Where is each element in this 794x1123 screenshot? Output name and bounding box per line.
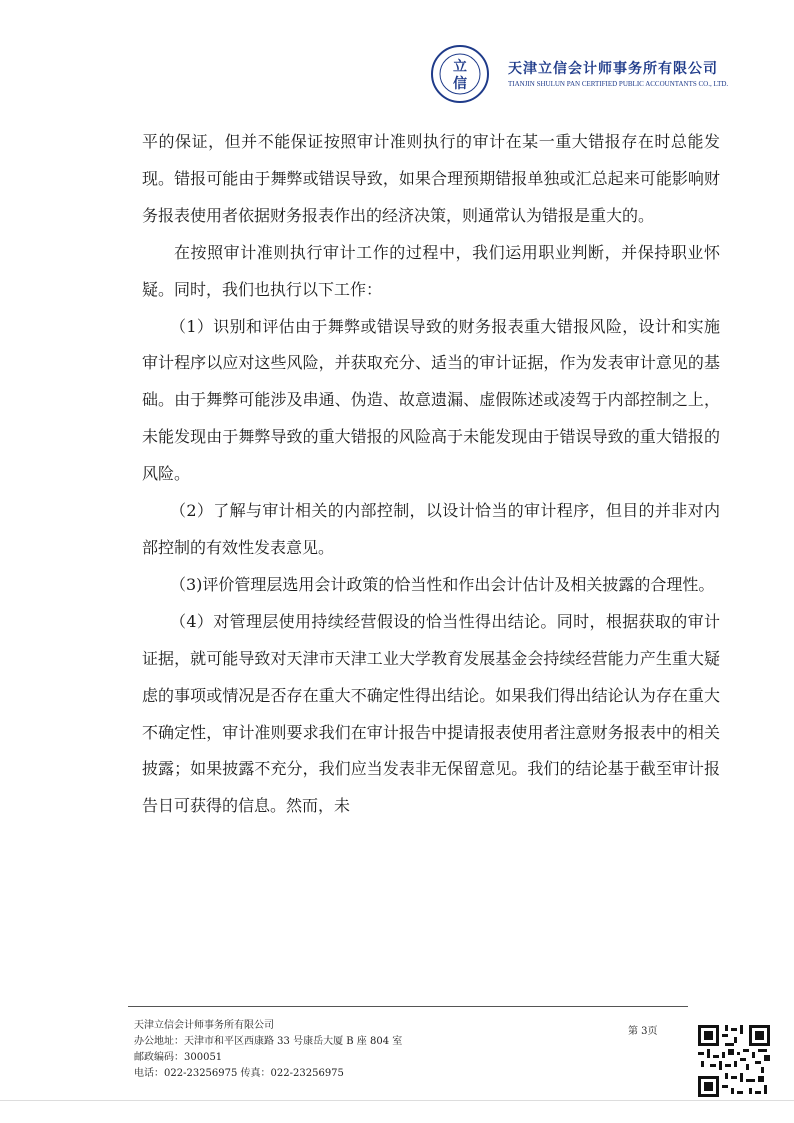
- logo-char-bottom: 信: [453, 76, 467, 92]
- paragraph-continuation: 平的保证，但并不能保证按照审计准则执行的审计在某一重大错报存在时总能发现。错报可能由于舞弊或错误导致，如果合理预期错报单独或汇总起来可能影响财务报表使用者依据财务报表作出的经济决策，则通常认为错报是重大的。: [142, 132, 720, 225]
- firm-logo: [430, 44, 490, 104]
- footer-phone-fax: 电话：022-23256975 传真：022-23256975: [134, 1068, 344, 1079]
- paragraph-item-1: （1）识别和评估由于舞弊或错误导致的财务报表重大错报风险，设计和实施审计程序以应对这些风险，并获取充分、适当的审计证据，作为发表审计意见的基础。由于舞弊可能涉及串通、伪造、故意遗漏、虚假陈述或凌驾于内部控制之上，未能发现由于舞弊导致的重大错报的风险高于未能发现由于错误导致的重大错报的风险。: [142, 316, 720, 484]
- report-body: [142, 124, 720, 825]
- paragraph-procedures-intro: 在按照审计准则执行审计工作的过程中，我们运用职业判断，并保持职业怀疑。同时，我们也执行以下工作：: [142, 242, 720, 299]
- letterhead: [430, 44, 730, 104]
- footer-divider: [128, 1006, 688, 1007]
- scan-edge-line: [0, 1100, 794, 1101]
- footer-company: 天津立信会计师事务所有限公司: [134, 1020, 274, 1031]
- footer-address: 办公地址：天津市和平区西康路 33 号康岳大厦 B 座 804 室: [134, 1036, 403, 1047]
- footer: [134, 1018, 402, 1082]
- qr-code: [698, 1025, 770, 1097]
- paragraph-item-2: （2）了解与审计相关的内部控制，以设计恰当的审计程序，但目的并非对内部控制的有效性发表意见。: [142, 501, 720, 557]
- paragraph-item-3: （3)评价管理层选用会计政策的恰当性和作出会计估计及相关披露的合理性。: [170, 574, 715, 594]
- page-number: 第 3页: [628, 1026, 658, 1037]
- firm-name-cn: 天津立信会计师事务所有限公司: [508, 61, 718, 77]
- logo-char-top: 立: [453, 59, 467, 75]
- firm-name-en: TIANJIN SHULUN PAN CERTIFIED PUBLIC ACCOUNTANTS CO., LTD.: [508, 80, 729, 88]
- paragraph-item-4: （4）对管理层使用持续经营假设的恰当性得出结论。同时，根据获取的审计证据，就可能导致对天津市天津工业大学教育发展基金会持续经营能力产生重大疑虑的事项或情况是否存在重大不确定性得出结论。如果我们得出结论认为存在重大不确定性，审计准则要求我们在审计报告中提请报表使用者注意财务报表中的相关披露；如果披露不充分，我们应当发表非无保留意见。我们的结论基于截至审计报告日可获得的信息。然而，未: [142, 611, 720, 816]
- footer-postcode: 邮政编码：300051: [134, 1052, 223, 1063]
